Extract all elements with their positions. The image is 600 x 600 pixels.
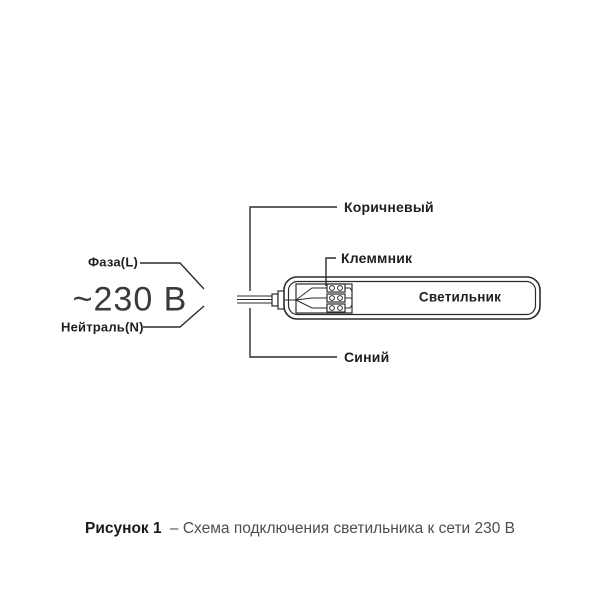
- blue-wire-label: Синий: [344, 349, 390, 365]
- terminal-block: [327, 284, 345, 312]
- terminal-screw: [338, 296, 343, 301]
- figure-caption-text: – Схема подключения светильника к сети 230 В: [169, 520, 516, 537]
- neutral-label: Нейтраль(N): [61, 319, 144, 335]
- figure-caption: [85, 520, 515, 538]
- terminal-screw: [330, 286, 335, 291]
- luminaire-label: Светильник: [418, 289, 502, 305]
- terminal-screw: [338, 306, 343, 311]
- figure-number: Рисунок 1: [84, 520, 162, 537]
- mains-voltage-label: ~230 В: [72, 280, 188, 319]
- cable-gland: [272, 291, 285, 309]
- supply-cable: [237, 296, 272, 303]
- terminal-screw: [330, 306, 335, 311]
- phase-label: Фаза(L): [88, 254, 139, 270]
- gland-step-small: [272, 294, 278, 306]
- brown-wire-label: Коричневый: [344, 199, 434, 215]
- terminal-screw: [330, 296, 335, 301]
- terminal-screw: [338, 286, 343, 291]
- terminal-block-label: Клеммник: [341, 250, 413, 266]
